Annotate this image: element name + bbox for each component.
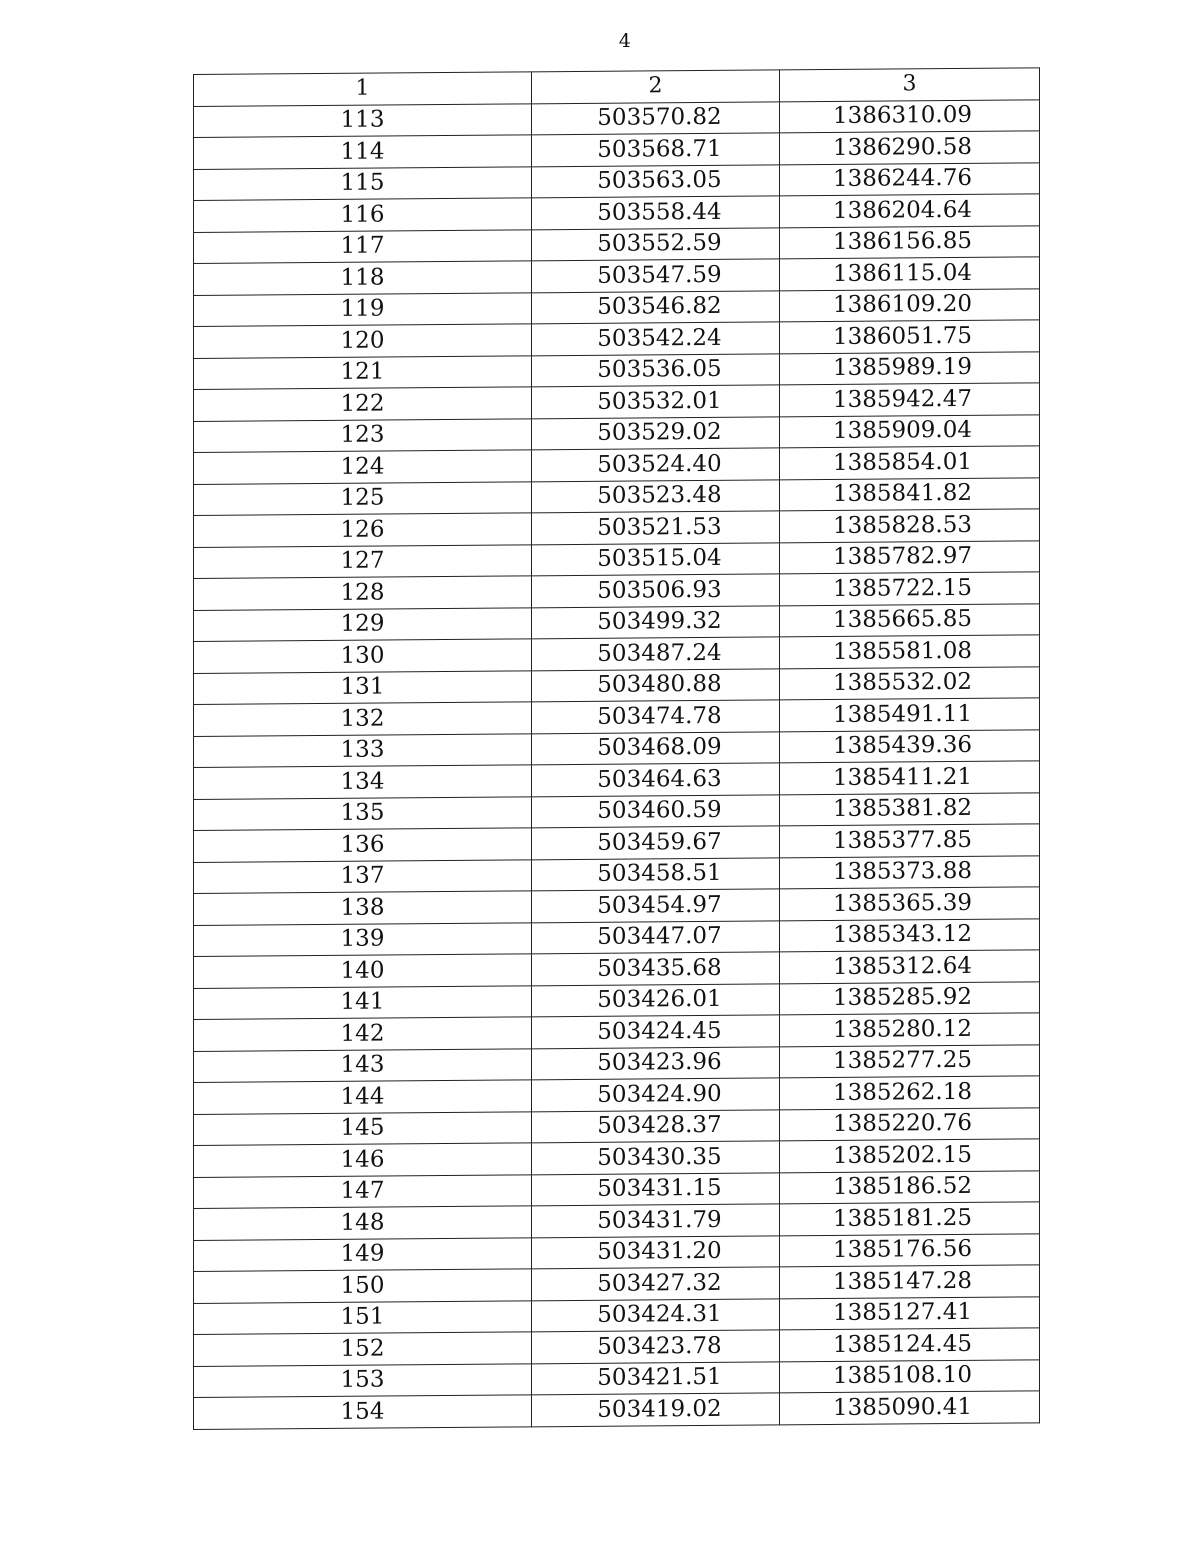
- coordinate-y-cell: 1385285.92: [780, 981, 1040, 1015]
- point-number-cell: 148: [194, 1206, 532, 1240]
- table-row: [194, 1391, 1040, 1429]
- point-number-cell: 113: [194, 103, 532, 137]
- coordinate-x-cell: 503529.02: [532, 416, 780, 449]
- point-number-cell: 122: [194, 387, 532, 421]
- coordinate-x-cell: 503423.96: [532, 1046, 780, 1079]
- coordinate-y-cell: 1385373.88: [780, 855, 1040, 889]
- coordinate-y-cell: 1385277.25: [780, 1044, 1040, 1078]
- point-number-cell: 134: [194, 765, 532, 799]
- point-number-cell: 152: [194, 1332, 532, 1366]
- coordinate-x-cell: 503427.32: [532, 1267, 780, 1300]
- point-number-cell: 151: [194, 1300, 532, 1334]
- coordinate-y-cell: 1385365.39: [780, 887, 1040, 921]
- coordinate-y-cell: 1385202.15: [780, 1139, 1040, 1173]
- point-number-cell: 140: [194, 954, 532, 988]
- coordinate-y-cell: 1385377.85: [780, 824, 1040, 858]
- coordinate-x-cell: 503547.59: [532, 259, 780, 292]
- coordinate-y-cell: 1385090.41: [780, 1391, 1040, 1425]
- coordinate-x-cell: 503532.01: [532, 385, 780, 418]
- coordinate-y-cell: 1385220.76: [780, 1107, 1040, 1141]
- coordinate-x-cell: 503428.37: [532, 1109, 780, 1142]
- point-number-cell: 138: [194, 891, 532, 925]
- point-number-cell: 149: [194, 1237, 532, 1271]
- coordinate-x-cell: 503424.45: [532, 1015, 780, 1048]
- coordinates-table-container: [193, 67, 1039, 1429]
- coordinate-x-cell: 503419.02: [532, 1393, 780, 1426]
- coordinate-x-cell: 503447.07: [532, 920, 780, 953]
- coordinate-y-cell: 1385491.11: [780, 698, 1040, 732]
- point-number-cell: 114: [194, 135, 532, 169]
- point-number-cell: 117: [194, 229, 532, 263]
- coordinate-y-cell: 1386244.76: [780, 162, 1040, 196]
- point-number-cell: 127: [194, 544, 532, 578]
- coordinate-y-cell: 1385989.19: [780, 351, 1040, 385]
- point-number-cell: 132: [194, 702, 532, 736]
- coordinate-x-cell: 503506.93: [532, 574, 780, 607]
- coordinate-x-cell: 503570.82: [532, 101, 780, 134]
- point-number-cell: 154: [194, 1395, 532, 1429]
- point-number-cell: 126: [194, 513, 532, 547]
- page-number: 4: [618, 30, 632, 52]
- coordinate-x-cell: 503468.09: [532, 731, 780, 764]
- coordinate-y-cell: 1385108.10: [780, 1359, 1040, 1393]
- point-number-cell: 118: [194, 261, 532, 295]
- point-number-cell: 146: [194, 1143, 532, 1177]
- point-number-cell: 128: [194, 576, 532, 610]
- point-number-cell: 141: [194, 985, 532, 1019]
- coordinate-x-cell: 503523.48: [532, 479, 780, 512]
- coordinate-y-cell: 1385186.52: [780, 1170, 1040, 1204]
- coordinate-y-cell: 1385280.12: [780, 1013, 1040, 1047]
- point-number-cell: 125: [194, 481, 532, 515]
- coordinate-y-cell: 1385127.41: [780, 1296, 1040, 1330]
- coordinate-x-cell: 503458.51: [532, 857, 780, 890]
- coordinate-y-cell: 1386051.75: [780, 320, 1040, 354]
- coordinate-y-cell: 1385841.82: [780, 477, 1040, 511]
- coordinate-x-cell: 503424.90: [532, 1078, 780, 1111]
- column-header-1: 1: [194, 72, 532, 106]
- point-number-cell: 135: [194, 796, 532, 830]
- coordinate-x-cell: 503563.05: [532, 164, 780, 197]
- coordinate-x-cell: 503521.53: [532, 511, 780, 544]
- point-number-cell: 115: [194, 166, 532, 200]
- coordinate-x-cell: 503474.78: [532, 700, 780, 733]
- point-number-cell: 129: [194, 607, 532, 641]
- coordinate-y-cell: 1385942.47: [780, 383, 1040, 417]
- coordinate-y-cell: 1386115.04: [780, 257, 1040, 291]
- coordinate-x-cell: 503431.20: [532, 1235, 780, 1268]
- coordinate-y-cell: 1385439.36: [780, 729, 1040, 763]
- coordinate-x-cell: 503464.63: [532, 763, 780, 796]
- point-number-cell: 131: [194, 670, 532, 704]
- coordinate-x-cell: 503536.05: [532, 353, 780, 386]
- coordinates-table: [193, 67, 1040, 1429]
- point-number-cell: 150: [194, 1269, 532, 1303]
- coordinate-y-cell: 1386156.85: [780, 225, 1040, 259]
- coordinate-x-cell: 503431.15: [532, 1172, 780, 1205]
- point-number-cell: 116: [194, 198, 532, 232]
- coordinate-y-cell: 1385828.53: [780, 509, 1040, 543]
- coordinate-x-cell: 503558.44: [532, 196, 780, 229]
- coordinate-y-cell: 1386204.64: [780, 194, 1040, 228]
- coordinate-x-cell: 503524.40: [532, 448, 780, 481]
- coordinate-x-cell: 503568.71: [532, 133, 780, 166]
- coordinate-x-cell: 503431.79: [532, 1204, 780, 1237]
- point-number-cell: 121: [194, 355, 532, 389]
- coordinate-y-cell: 1386290.58: [780, 131, 1040, 165]
- coordinate-x-cell: 503487.24: [532, 637, 780, 670]
- point-number-cell: 133: [194, 733, 532, 767]
- coordinate-y-cell: 1385312.64: [780, 950, 1040, 984]
- coordinate-y-cell: 1385181.25: [780, 1202, 1040, 1236]
- point-number-cell: 130: [194, 639, 532, 673]
- table-body: [194, 99, 1040, 1429]
- coordinate-y-cell: 1385124.45: [780, 1328, 1040, 1362]
- coordinate-x-cell: 503460.59: [532, 794, 780, 827]
- coordinate-x-cell: 503515.04: [532, 542, 780, 575]
- point-number-cell: 124: [194, 450, 532, 484]
- coordinate-y-cell: 1386310.09: [780, 99, 1040, 133]
- coordinate-x-cell: 503552.59: [532, 227, 780, 260]
- point-number-cell: 142: [194, 1017, 532, 1051]
- point-number-cell: 147: [194, 1174, 532, 1208]
- coordinate-x-cell: 503546.82: [532, 290, 780, 323]
- point-number-cell: 123: [194, 418, 532, 452]
- coordinate-y-cell: 1385581.08: [780, 635, 1040, 669]
- point-number-cell: 139: [194, 922, 532, 956]
- coordinate-x-cell: 503435.68: [532, 952, 780, 985]
- coordinate-x-cell: 503430.35: [532, 1141, 780, 1174]
- coordinate-y-cell: 1385262.18: [780, 1076, 1040, 1110]
- point-number-cell: 120: [194, 324, 532, 358]
- coordinate-y-cell: 1385381.82: [780, 792, 1040, 826]
- coordinate-y-cell: 1385722.15: [780, 572, 1040, 606]
- coordinate-y-cell: 1385665.85: [780, 603, 1040, 637]
- coordinate-y-cell: 1385532.02: [780, 666, 1040, 700]
- point-number-cell: 136: [194, 828, 532, 862]
- coordinate-x-cell: 503421.51: [532, 1361, 780, 1394]
- coordinate-x-cell: 503499.32: [532, 605, 780, 638]
- coordinate-x-cell: 503424.31: [532, 1298, 780, 1331]
- coordinate-x-cell: 503459.67: [532, 826, 780, 859]
- coordinate-x-cell: 503542.24: [532, 322, 780, 355]
- coordinate-x-cell: 503454.97: [532, 889, 780, 922]
- coordinate-x-cell: 503426.01: [532, 983, 780, 1016]
- point-number-cell: 144: [194, 1080, 532, 1114]
- coordinate-y-cell: 1385782.97: [780, 540, 1040, 574]
- point-number-cell: 143: [194, 1048, 532, 1082]
- point-number-cell: 119: [194, 292, 532, 326]
- point-number-cell: 145: [194, 1111, 532, 1145]
- coordinate-y-cell: 1385411.21: [780, 761, 1040, 795]
- coordinate-x-cell: 503480.88: [532, 668, 780, 701]
- coordinate-x-cell: 503423.78: [532, 1330, 780, 1363]
- coordinate-y-cell: 1386109.20: [780, 288, 1040, 322]
- column-header-3: 3: [780, 68, 1040, 102]
- coordinate-y-cell: 1385854.01: [780, 446, 1040, 480]
- column-header-2: 2: [532, 70, 780, 103]
- coordinate-y-cell: 1385343.12: [780, 918, 1040, 952]
- point-number-cell: 153: [194, 1363, 532, 1397]
- point-number-cell: 137: [194, 859, 532, 893]
- coordinate-y-cell: 1385176.56: [780, 1233, 1040, 1267]
- coordinate-y-cell: 1385909.04: [780, 414, 1040, 448]
- coordinate-y-cell: 1385147.28: [780, 1265, 1040, 1299]
